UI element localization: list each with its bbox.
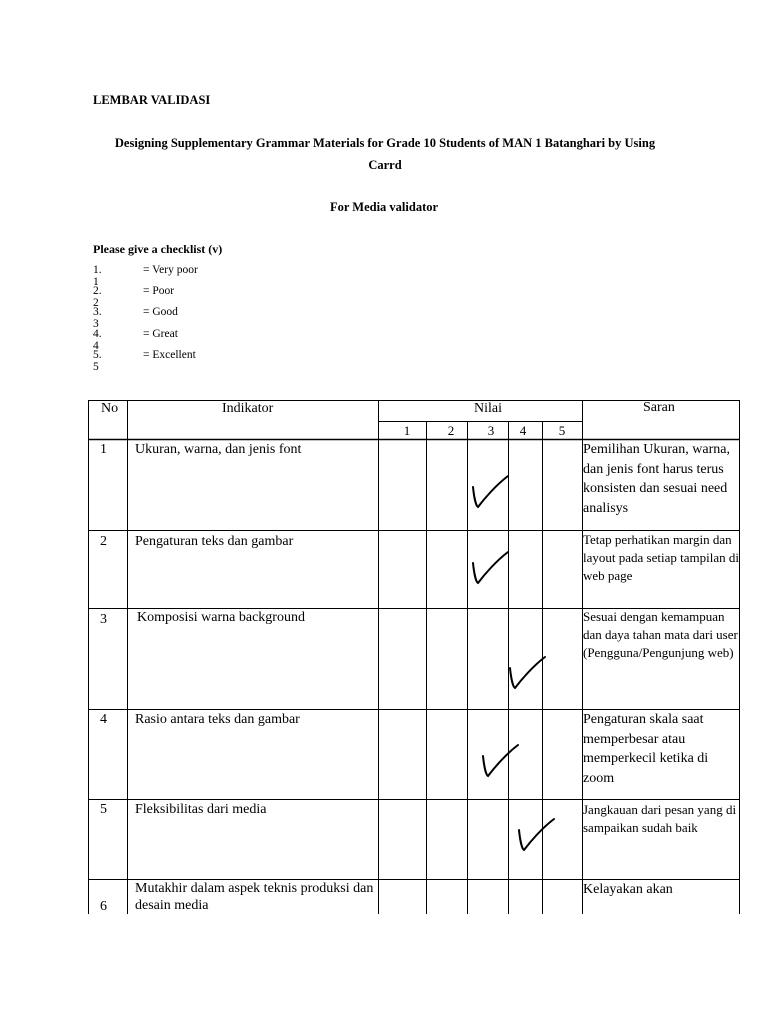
nilai-column-2: 2 xyxy=(447,423,455,438)
nilai-column-1: 1 xyxy=(403,423,411,438)
scale-number: 3. 3 xyxy=(93,306,102,330)
scale-description: = Excellent xyxy=(143,349,196,361)
row-indikator: Mutakhir dalam aspek teknis produksi dan desain media xyxy=(135,881,374,913)
checkmark-icon xyxy=(514,816,558,856)
nilai-column-5: 5 xyxy=(558,423,566,438)
row-indikator: Ukuran, warna, dan jenis font xyxy=(135,442,302,457)
document-title: LEMBAR VALIDASI xyxy=(93,93,211,107)
nilai-column-3: 3 xyxy=(487,423,495,438)
scale-description: = Great xyxy=(143,328,178,340)
row-saran: Jangkauan dari pesan yang di sampaikan sudah baik xyxy=(583,802,737,835)
nilai-column-4: 4 xyxy=(519,423,527,438)
scale-description: = Poor xyxy=(143,285,175,297)
scale-number: 1. 1 xyxy=(93,264,102,288)
checkmark-icon xyxy=(505,654,549,694)
subtitle-line-2: Carrd xyxy=(368,158,402,172)
row-number: 6 xyxy=(100,899,107,914)
header-indikator: Indikator xyxy=(222,401,274,416)
header-nilai: Nilai xyxy=(474,401,502,416)
row-saran: Pemilihan Ukuran, warna, dan jenis font harus terus konsisten dan sesuai need analisys xyxy=(583,442,730,516)
scale-description: = Good xyxy=(143,306,178,318)
row-indikator: Pengaturan teks dan gambar xyxy=(135,534,294,549)
scale-number: 5. 5 xyxy=(93,349,102,373)
row-saran: Kelayakan akan xyxy=(583,882,673,897)
row-saran: Sesuai dengan kemampuan dan daya tahan mata dari user (Pengguna/Pengunjung web) xyxy=(583,609,738,660)
row-number: 4 xyxy=(100,712,107,727)
row-number: 3 xyxy=(100,612,107,627)
scale-description: = Very poor xyxy=(143,264,198,276)
header-saran: Saran xyxy=(643,400,675,415)
row-indikator: Komposisi warna background xyxy=(137,610,305,625)
row-number: 5 xyxy=(100,802,107,817)
checkmark-icon xyxy=(468,473,512,513)
scale-number: 2. 2 xyxy=(93,285,102,309)
instruction-text: Please give a checklist (v) xyxy=(93,242,223,256)
row-indikator: Fleksibilitas dari media xyxy=(135,802,267,817)
row-saran: Pengaturan skala saat memperbesar atau memperkecil ketika di zoom xyxy=(583,712,709,786)
scale-number: 4. 4 xyxy=(93,328,102,352)
row-saran: Tetap perhatikan margin dan layout pada setiap tampilan di web page xyxy=(583,532,739,583)
header-no: No xyxy=(101,401,119,416)
row-number: 1 xyxy=(100,442,107,457)
row-indikator: Rasio antara teks dan gambar xyxy=(135,712,300,727)
subtitle-line-1: Designing Supplementary Grammar Materials for Grade 10 Students of MAN 1 Batanghari by Using xyxy=(114,136,656,150)
row-number: 2 xyxy=(100,534,107,549)
checkmark-icon xyxy=(468,549,512,589)
checkmark-icon xyxy=(478,742,522,782)
validator-heading: For Media validator xyxy=(329,200,439,214)
